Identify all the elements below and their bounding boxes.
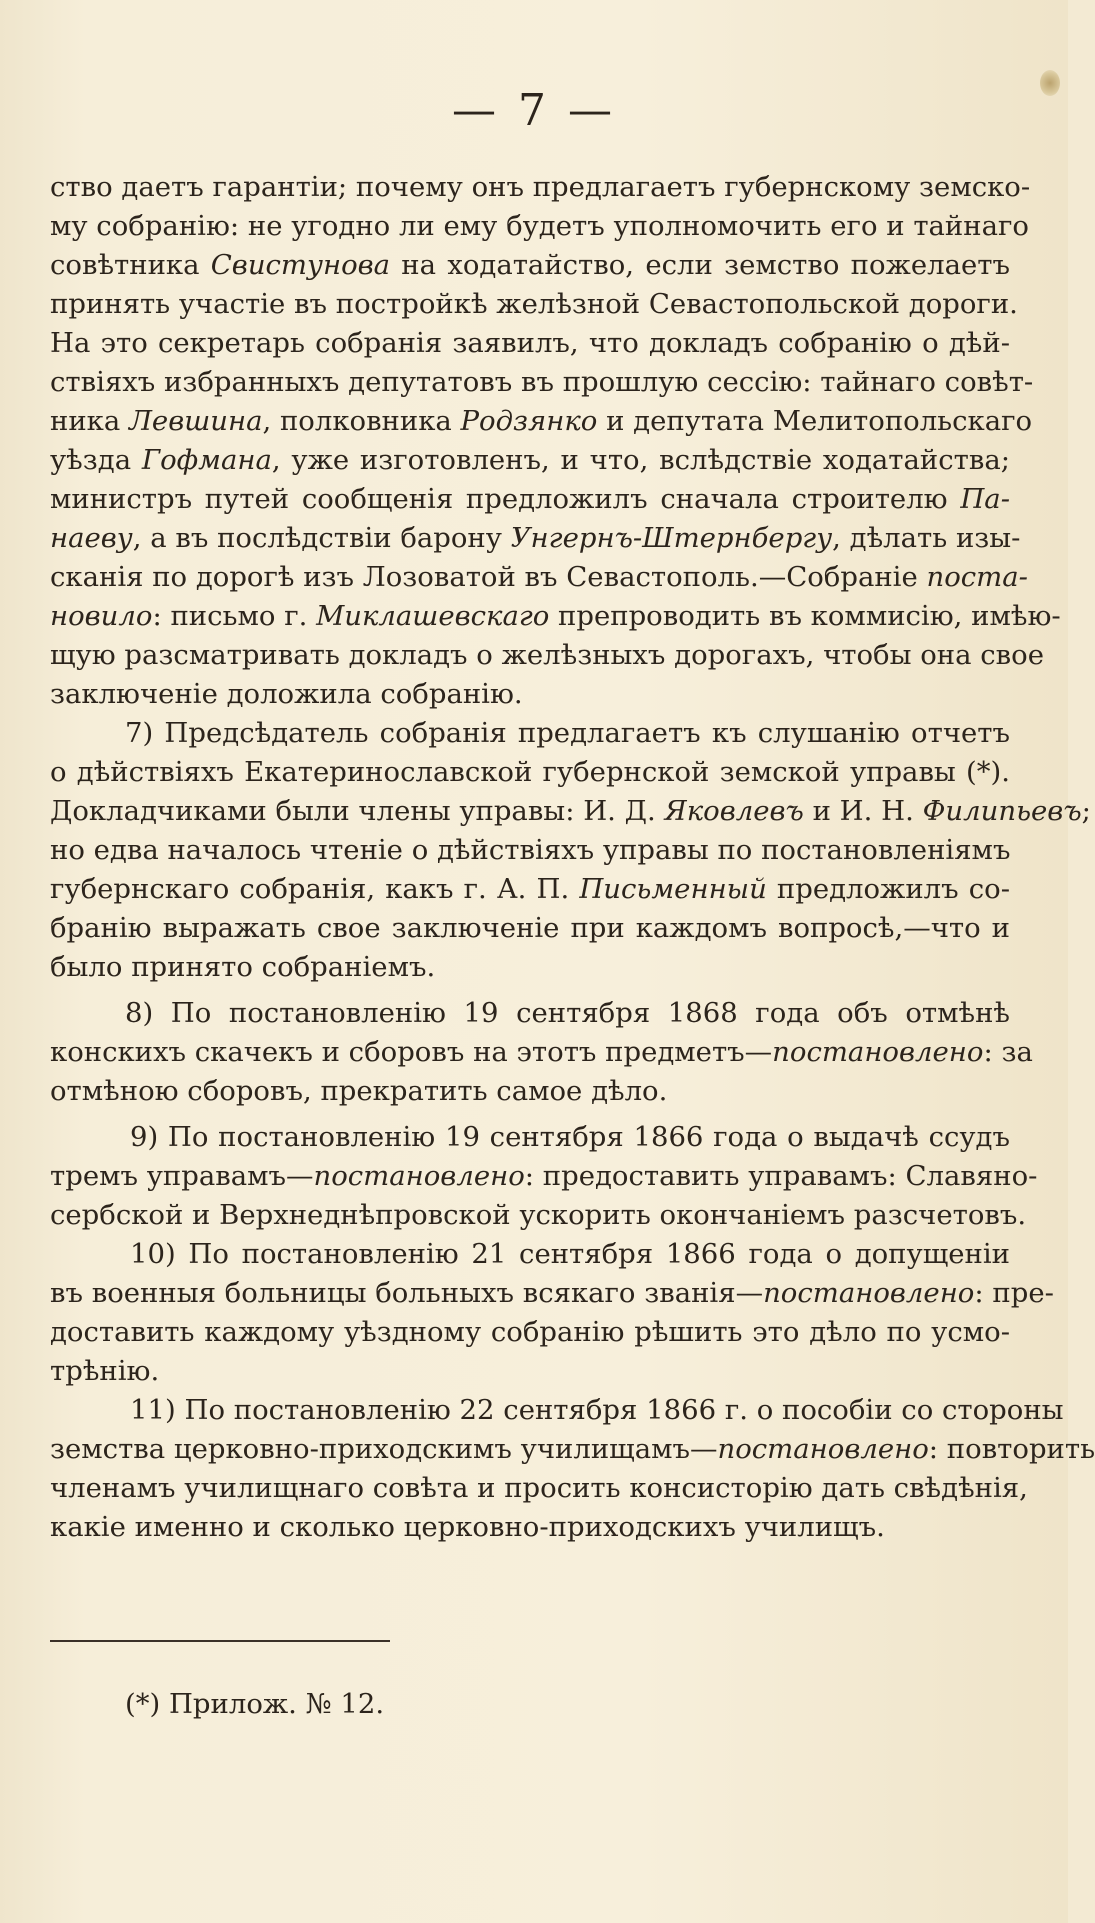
text-line [50,1072,1010,1111]
text-segment: бранію выражать свое заключеніе при каждомъ вопросѣ,—что и [50,912,1010,944]
text-line [50,402,1033,441]
text-segment: земства церковно-приходскимъ училищамъ— [50,1433,718,1465]
text-segment: но едва началось чтеніе о дѣйствіяхъ управы по постановленіямъ [50,834,1011,866]
text-segment: 8) По постановленію 19 сентября 1868 года объ отмѣнѣ [125,997,1010,1029]
text-segment: заключеніе доложила собранію. [50,678,523,710]
italic-name: Яковлевъ [664,795,804,827]
text-segment: въ военныя больницы больныхъ всякаго званія— [50,1277,764,1309]
italic-name: постановлено [763,1277,975,1309]
text-segment: Докладчиками были члены управы: И. Д. [50,795,665,827]
text-line [50,324,1010,363]
text-line [50,1196,1027,1235]
text-line [50,792,1091,831]
text-segment: : повторить [928,1433,1095,1465]
text-line [50,168,1031,207]
italic-name: новило [50,600,153,632]
italic-name: поста- [926,561,1028,593]
text-segment: , уже изготовленъ, и что, вслѣдствіе ходатайства; [271,444,1010,476]
text-segment: му собранію: не угодно ли ему будетъ уполномочить его и тайнаго [50,210,1029,242]
body-text [50,168,1095,1547]
text-segment: губернскаго собранія, какъ г. А. П. [50,873,580,905]
text-line [50,558,1028,597]
italic-name: наеву [50,522,133,554]
text-segment: : предоставить управамъ: Славяно- [524,1160,1038,1192]
text-segment: членамъ училищнаго совѣта и просить консисторію дать свѣдѣнія, [50,1472,1028,1504]
text-segment: ; [1081,795,1091,827]
text-line [50,363,1034,402]
italic-name: Унгернъ-Штернбергу [510,522,833,554]
text-segment: сканія по дорогѣ изъ Лозоватой въ Севастополь.—Собраніе [50,561,927,593]
text-line [50,753,1010,792]
text-segment: 10) По постановленію 21 сентября 1866 года о допущеніи [130,1238,1010,1270]
text-line [50,285,1018,324]
text-segment: трѣнію. [50,1355,160,1387]
footnote: (*) Прилож. № 12. [125,1688,385,1720]
text-segment: : за [983,1036,1033,1068]
text-line [50,1313,1010,1352]
italic-name: Свистунова [210,249,391,281]
text-line [50,207,1029,246]
text-line [50,1274,1054,1313]
text-segment: отмѣною сборовъ, прекратить самое дѣло. [50,1075,668,1107]
text-segment: 11) По постановленію 22 сентября 1866 г. о пособіи со стороны [130,1394,1064,1426]
italic-name: Левшина [128,405,263,437]
text-line [50,1391,1064,1430]
text-segment: , дѣлать изы- [832,522,1021,554]
text-segment: совѣтника [50,249,211,281]
text-segment: ство даетъ гарантіи; почему онъ предлагаетъ губернскому земско- [50,171,1031,203]
italic-name: постановлено [313,1160,525,1192]
italic-name: постановлено [717,1433,929,1465]
text-segment: и депутата Мелитопольскаго [597,405,1033,437]
text-line [50,246,1010,285]
text-segment: министръ путей сообщенія предложилъ сначала строителю [50,483,961,515]
text-line [50,1235,1010,1274]
text-segment: : пре- [974,1277,1054,1309]
text-segment: о дѣйствіяхъ Екатеринославской губернской земской управы (*). [50,756,1010,788]
text-line [50,441,1010,480]
text-segment: : письмо г. [152,600,317,632]
text-line [50,1469,1028,1508]
paragraph-gap [50,987,1010,994]
text-segment: доставить каждому уѣздному собранію рѣшить это дѣло по усмо- [50,1316,1010,1348]
text-segment: , а въ послѣдствіи барону [132,522,511,554]
text-line [50,1157,1038,1196]
text-segment: 9) По постановленію 19 сентября 1866 года о выдачѣ ссудъ [130,1121,1010,1153]
text-line [50,480,1010,519]
text-segment: На это секретарь собранія заявилъ, что докладъ собранію о дѣй- [50,327,1010,359]
text-line [50,714,1010,753]
text-line [50,831,1010,870]
italic-name: Филипьевъ [922,795,1082,827]
text-segment: препроводить въ коммисію, имѣю- [549,600,1061,632]
text-line [50,636,1044,675]
text-segment: принять участіе въ постройкѣ желѣзной Севастопольской дороги. [50,288,1018,320]
text-line [50,1508,1010,1547]
text-line [50,994,1010,1033]
italic-name: Гофмана [141,444,272,476]
text-segment: предложилъ со- [766,873,1010,905]
text-line [50,597,1061,636]
text-segment: ника [50,405,129,437]
text-segment: сербской и Верхнеднѣпровской ускорить окончаніемъ разсчетовъ. [50,1199,1027,1231]
text-line [50,1352,1010,1391]
text-segment: щую разсматривать докладъ о желѣзныхъ дорогахъ, чтобы она свое [50,639,1044,671]
paragraph-gap [50,1111,1010,1118]
page-number: — 7 — [452,85,616,136]
text-segment: тремъ управамъ— [50,1160,314,1192]
text-segment: 7) Предсѣдатель собранія предлагаетъ къ слушанію отчетъ [125,717,1010,749]
text-segment: , полковника [262,405,461,437]
italic-name: постановлено [772,1036,984,1068]
text-segment: уѣзда [50,444,142,476]
text-segment: на ходатайство, если земство пожелаетъ [390,249,1010,281]
italic-name: Родзянко [460,405,598,437]
text-segment: было принято собраніемъ. [50,951,436,983]
text-line [50,948,1010,987]
text-segment: конскихъ скачекъ и сборовъ на этотъ предметъ— [50,1036,773,1068]
italic-name: Письменный [579,873,767,905]
text-line [50,1118,1010,1157]
text-line [50,870,1010,909]
text-segment: ствіяхъ избранныхъ депутатовъ въ прошлую сессію: тайнаго совѣт- [50,366,1034,398]
text-line [50,675,1010,714]
text-segment: какіе именно и сколько церковно-приходскихъ училищъ. [50,1511,885,1543]
italic-name: Па- [960,483,1010,515]
text-segment: и И. Н. [803,795,923,827]
footnote-divider [50,1640,390,1642]
text-line [50,1033,1033,1072]
italic-name: Миклашевскаго [316,600,550,632]
text-line [50,519,1021,558]
text-line [50,909,1010,948]
text-line [50,1430,1095,1469]
